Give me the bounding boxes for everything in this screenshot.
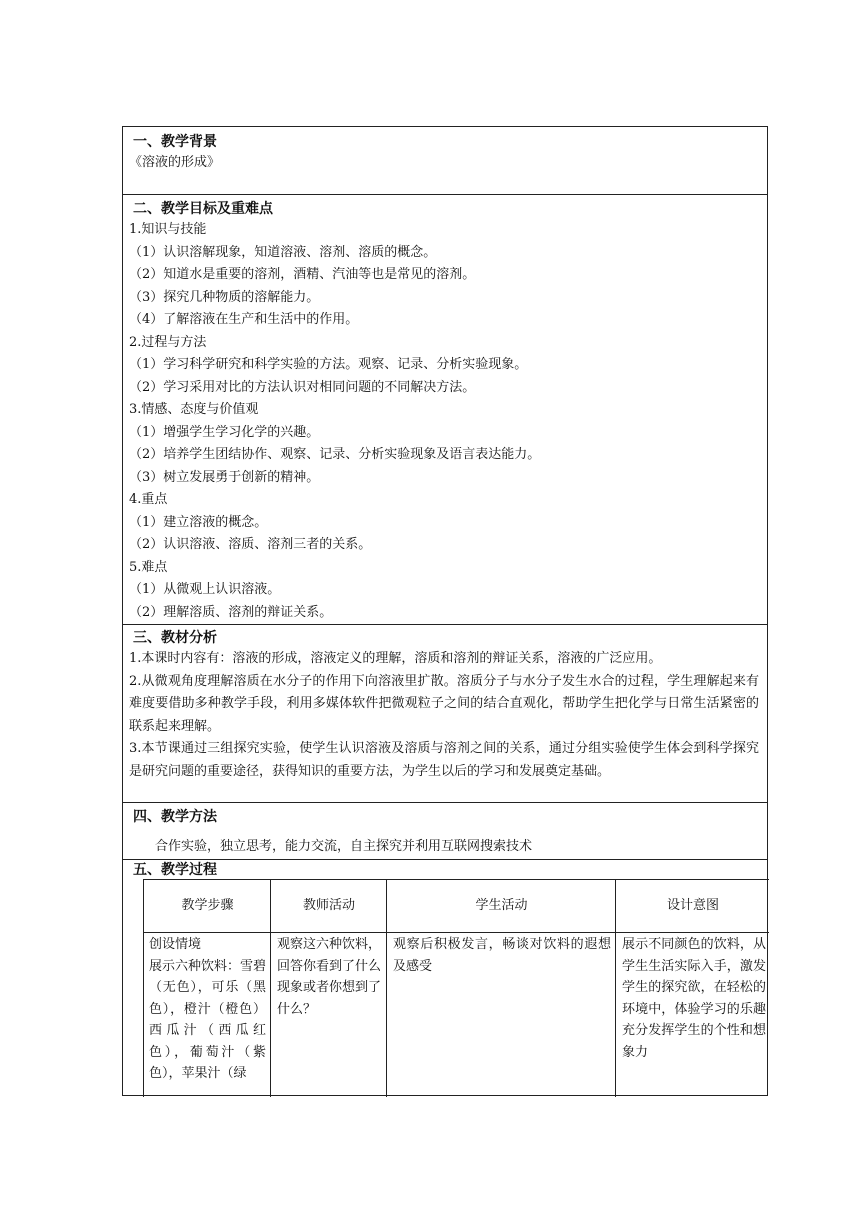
objective-line: （1）学习科学研究和科学实验的方法。观察、记录、分析实验现象。 xyxy=(129,357,528,372)
header-teacher: 教师活动 xyxy=(302,898,355,913)
section-content: 合作实验，独立思考，能力交流，自主探究并利用互联网搜索技术 xyxy=(155,839,533,854)
section-title: 三、教材分析 xyxy=(133,630,217,646)
objective-line: （2）知道水是重要的溶剂，酒精、汽油等也是常见的溶剂。 xyxy=(129,267,476,282)
objective-line: （2）理解溶质、溶剂的辩证关系。 xyxy=(129,604,333,620)
cell-step: 创设情境 展示六种饮料：雪碧（无色），可乐（黑色），橙汁（橙色）西瓜汁（西瓜红色），葡萄汁（紫色），苹果汁（绿 xyxy=(149,937,267,1081)
process-table xyxy=(143,879,769,1097)
objective-line: （2）培养学生团结协作、观察、记录、分析实验现象及语言表达能力。 xyxy=(129,447,541,462)
section-objectives xyxy=(123,195,767,625)
objective-line: （1）从微观上认识溶液。 xyxy=(129,582,281,597)
cell-teacher: 观察这六种饮料，回答你看到了什么现象或者你想到了什么？ xyxy=(277,937,382,1017)
header-step: 教学步骤 xyxy=(181,898,234,913)
objective-line: （4）了解溶液在生产和生活中的作用。 xyxy=(129,312,359,327)
cell-student: 观察后积极发言，畅谈对饮料的遐想及感受 xyxy=(393,937,611,974)
objective-line: 3.情感、态度与价值观 xyxy=(129,402,259,417)
objective-line: （3）树立发展勇于创新的精神。 xyxy=(129,469,320,485)
lesson-plan-table xyxy=(122,126,768,1096)
objective-line: 4.重点 xyxy=(129,492,168,507)
objective-line: （2）学习采用对比的方法认识对相同问题的不同解决方法。 xyxy=(129,379,476,395)
objective-line: （1）建立溶液的概念。 xyxy=(129,514,268,530)
objective-line: 1.知识与技能 xyxy=(129,222,207,237)
section-title: 五、教学过程 xyxy=(133,862,217,878)
objective-line: 2.过程与方法 xyxy=(129,334,207,350)
section-background xyxy=(123,127,767,195)
header-intent: 设计意图 xyxy=(666,898,719,913)
section-title: 一、教学背景 xyxy=(133,134,217,150)
materials-paragraph: 1.本课时内容有：溶液的形成，溶液定义的理解，溶质和溶剂的辩证关系，溶液的广泛应用。 xyxy=(129,651,662,666)
cell-intent: 展示不同颜色的饮料，从学生生活实际入手，激发学生的探究欲，在轻松的环境中，体验学习的乐趣充分发挥学生的个性和想象力 xyxy=(622,937,766,1060)
objective-line: （1）增强学生学习化学的兴趣。 xyxy=(129,424,320,440)
section-methods xyxy=(123,803,767,860)
materials-paragraph: 2.从微观角度理解溶质在水分子的作用下向溶液里扩散。溶质分子与水分子发生水合的过程，学生理解起来有难度要借助多种教学手段，利用多媒体软件把微观粒子之间的结合直观化，帮助学生把化学与日常生活紧密的联系起来理解。 xyxy=(129,673,759,734)
section-materials xyxy=(123,625,767,803)
materials-paragraph: 3.本节课通过三组探究实验，使学生认识溶液及溶质与溶剂之间的关系，通过分组实验使学生体会到科学探究是研究问题的重要途径，获得知识的重要方法，为学生以后的学习和发展奠定基础。 xyxy=(129,741,759,779)
section-title: 四、教学方法 xyxy=(133,809,217,825)
objective-line: 5.难点 xyxy=(129,559,168,575)
objective-line: （3）探究几种物质的溶解能力。 xyxy=(129,289,320,305)
objective-line: （1）认识溶解现象，知道溶液、溶剂、溶质的概念。 xyxy=(129,244,437,260)
section-content: 《溶液的形成》 xyxy=(129,155,221,170)
section-title: 二、教学目标及重难点 xyxy=(133,201,273,217)
header-student: 学生活动 xyxy=(475,898,528,913)
objective-line: （2）认识溶液、溶质、溶剂三者的关系。 xyxy=(129,537,372,552)
